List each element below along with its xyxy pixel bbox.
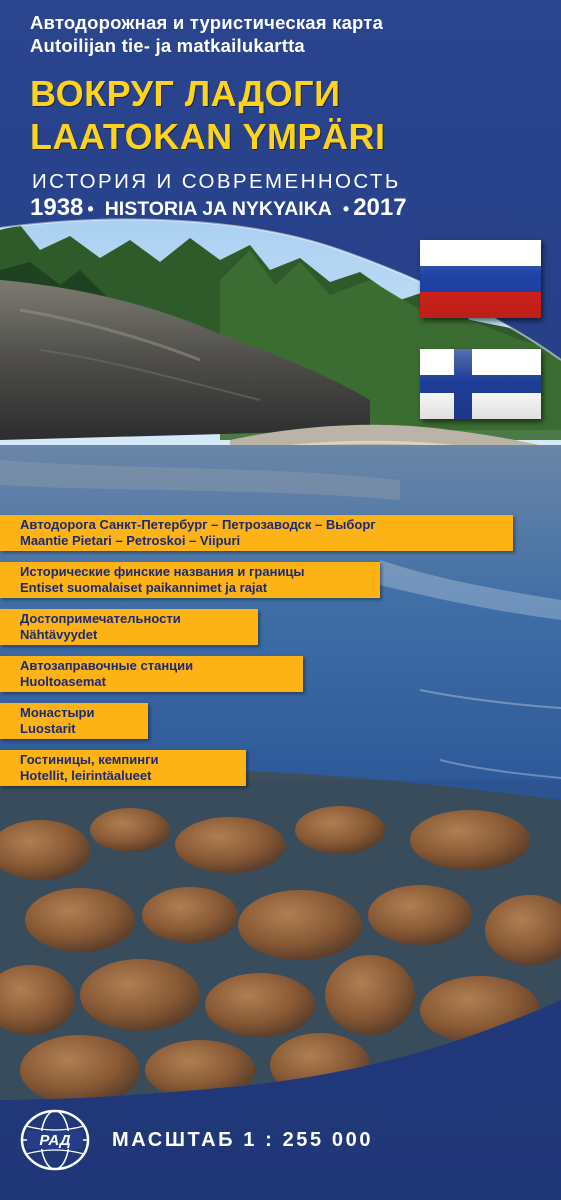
legend-item xyxy=(0,609,258,645)
legend-label-fi: Maantie Pietari – Petroskoi – Viipuri xyxy=(20,533,241,548)
legend-label-ru: Автозаправочные станции xyxy=(20,658,194,673)
legend-label-ru: Исторические финские названия и границы xyxy=(20,564,305,579)
finnish-flag xyxy=(420,349,541,419)
cover-subtitle-fi: Autoilijan tie- ja matkailukartta xyxy=(30,35,305,56)
year-start: 1938 xyxy=(30,194,84,221)
years-line xyxy=(30,195,407,222)
legend-label-ru: Гостиницы, кемпинги xyxy=(20,752,159,767)
legend-label-fi: Entiset suomalaiset paikannimet ja rajat xyxy=(20,580,268,595)
history-fi: HISTORIA JA NYKYAIKA xyxy=(104,198,332,220)
legend-item xyxy=(0,750,246,786)
separator-dot: • xyxy=(87,199,94,219)
legend-label-fi: Nähtävyydet xyxy=(20,627,98,642)
cover-title-ru: ВОКРУГ ЛАДОГИ xyxy=(30,73,341,114)
legend-item xyxy=(0,562,380,598)
legend-item xyxy=(0,656,303,692)
legend-item xyxy=(0,515,513,551)
publisher-logo-text: РАД xyxy=(39,1132,71,1149)
legend-label-ru: Монастыри xyxy=(20,705,95,720)
legend-label-fi: Luostarit xyxy=(20,721,76,736)
legend-label-fi: Huoltoasemat xyxy=(20,674,106,689)
legend-label-ru: Достопримечательности xyxy=(20,611,181,626)
cover-title-fi: LAATOKAN YMPÄRI xyxy=(30,116,386,157)
legend-label-ru: Автодорога Санкт-Петербург – Петрозаводск – Выборг xyxy=(20,517,376,532)
legend-item xyxy=(0,703,148,739)
cover-subtitle-ru: Автодорожная и туристическая карта xyxy=(30,12,384,33)
legend-label-fi: Hotellit, leirintäalueet xyxy=(20,768,152,783)
scale-label: МАСШТАБ 1 : 255 000 xyxy=(112,1129,374,1151)
globe-icon xyxy=(18,1108,92,1172)
russian-flag xyxy=(420,240,541,318)
separator-dot: • xyxy=(342,199,350,219)
history-ru: ИСТОРИЯ И СОВРЕМЕННОСТЬ xyxy=(32,170,401,193)
year-end: 2017 xyxy=(353,194,407,221)
